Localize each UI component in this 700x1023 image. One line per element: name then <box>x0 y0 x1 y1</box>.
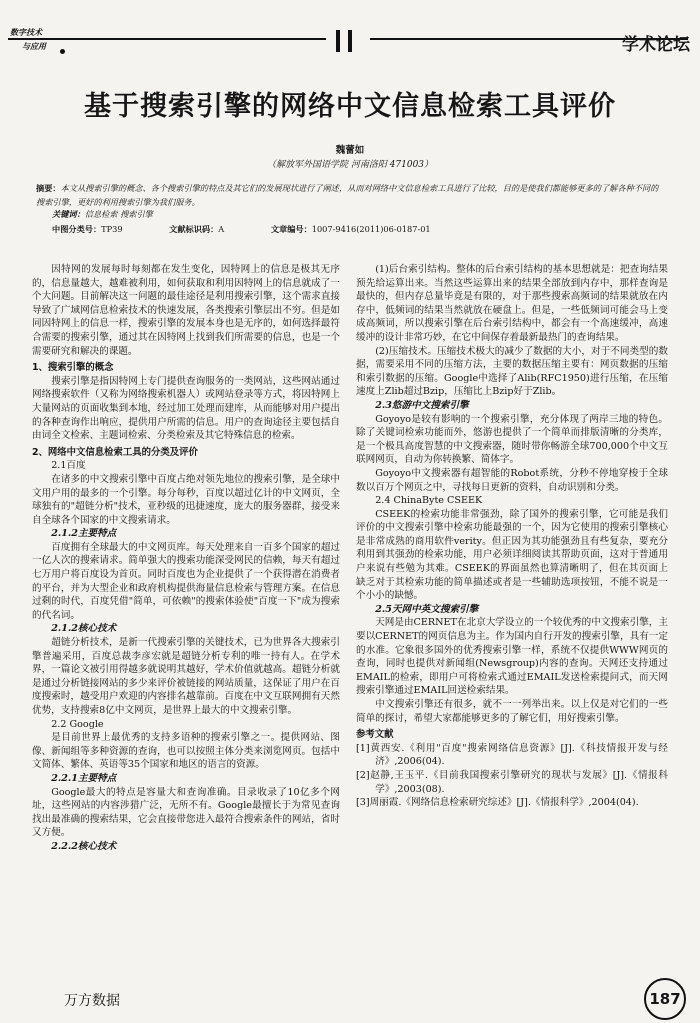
paragraph: Google最大的特点是容量大和查询准确。目录收录了10亿多个网址，这些网站的内容涉猎广泛，无所不有。Google最擅长于为常见查询找出最准确的搜索结果，它会直接带您进入最符合搜索条件的网站，省时又方便。 <box>32 786 340 839</box>
section-tag: 学术论坛 <box>622 35 690 55</box>
paragraph: (2)压缩技术。压缩技术极大的减少了数据的大小，对于不同类型的数据，需要采用不同的压缩方法，主要的数据压缩主要有：网页数据的压缩和索引数据的压缩。Google中选择了Alib(RFC1950)进行压缩，在压缩速度上Zlib超过Bzip，压缩比上Bzip好于Zlib。 <box>356 345 668 398</box>
article-number: 文章编号：1007-9416(2011)06-0187-01 <box>270 224 431 234</box>
right-column <box>356 263 668 810</box>
keywords <box>52 209 153 220</box>
paragraph: 超链分析技术，是新一代搜索引擎的关键技术，已为世界各大搜索引擎普遍采用，百度总裁李彦宏就是超链分析专利的唯一持有人。在学术界，一篇论文被引用得越多就说明其越好，学术价值就越高。超链分析就是通过分析链接网站的多少来评价被链接的网站质量，这保证了用户在百度搜索时，越受用户欢迎的内容排名越靠前。百度在中文互联网拥有天然优势，支持搜索8亿中文网页，是世界上最大的中文搜索引擎。 <box>32 637 340 716</box>
article-affiliation: （解放军外国语学院 河南洛阳 471003） <box>266 160 434 170</box>
subsection-heading: 2.1百度 <box>51 460 86 472</box>
doc-code: 文献标识码：A <box>169 224 225 234</box>
subsection-heading: 2.1.2主要特点 <box>51 528 117 540</box>
subsection-heading: 2.3悠游中文搜索引擎 <box>375 399 469 411</box>
subsection-heading: 2.2.2核心技术 <box>51 840 117 852</box>
section-heading: 1、搜索引擎的概念 <box>32 362 114 374</box>
journal-logo <box>10 27 72 57</box>
page-number: 187 <box>644 978 686 1020</box>
abstract <box>36 182 664 209</box>
paragraph: Goyoyo是较有影响的一个搜索引擎，充分体现了两岸三地的特色。除了关键词检索功能而外，悠游也提供了一个简单而排版清晰的分类库，是一个极具高度智慧的中文搜索器，随时带你畅游全球700,000个中文互联网网页，自动为你转换繁、简体字。 <box>356 413 668 466</box>
paragraph: 中文搜索引擎还有很多，就不一一列举出来。以上仅是对它们的一些简单的探讨，希望大家都能够更多的了解它们，用好搜索引擎。 <box>356 699 668 724</box>
paragraph: (1)后台索引结构。整体的后台索引结构的基本思想就是：把查询结果预先给运算出来。当然这些运算出来的结果全部放到内存中，那样查询是最快的，但内存总量毕竟是有限的，对于那些搜索高频词的结果就放在内存中，低频词的结果当然就放在硬盘上。但是，一些低频词可能会马上变成高频词，所以搜索引擎在后台索引结构中，都会有一个高速缓冲，高速缓冲的设计非常巧妙，在它中间保存着最新最热门的查询结果。 <box>356 264 668 343</box>
section-heading: 2、网络中文信息检索工具的分类及评价 <box>32 446 198 458</box>
keywords-text: 信息检索 搜索引擎 <box>84 209 153 219</box>
paragraph: 天网是由CERNET在北京大学设立的一个较优秀的中文搜索引擎，主要以CERNET的网页信息为主。作为国内自行开发的搜索引擎，具有一定的水准。它象很多国外的优秀搜索引擎一样，系统不仅提供WWW网页的查询，同时也提供对新闻组(Newsgroup)内容的查询。天网还支持通过EMAIL的检索，即用户可将检索式通过EMAIL发送检索提问式，而天网搜索引擎通过EMAIL回送检索结果。 <box>356 617 668 697</box>
paragraph: 百度拥有全球最大的中文网页库。每天处理来自一百多个国家的超过一亿人次的搜索请求。简单强大的搜索功能深受网民的信赖，每天有超过七万用户将百度设为首页。同时百度也为企业提供了一个获得潜在消费者的平台，并为大型企业和政府机构提供海量信息检索与管理方案。在信息过剩的时代，百度凭借"简单，可依赖"的搜索体验使"百度一下"成为搜索的代名词。 <box>32 541 340 621</box>
reference-item: [3]周丽霞.《网络信息检索研究综述》[J].《情报科学》,2004(04). <box>356 797 639 809</box>
subsection-heading: 2.5天网中英文搜索引擎 <box>375 603 479 615</box>
abstract-text: 本文从搜索引擎的概念、各个搜索引擎的特点及其它们的发展现状进行了阐述，从而对网络中文信息检索工具进行了比较，目的是使我们都能够更多的了解各种不同的搜索引擎，更好的利用搜索引擎为我们服务。 <box>36 183 659 207</box>
clc: 中图分类号：TP39 <box>52 224 123 234</box>
article-title: 基于搜索引擎的网络中文信息检索工具评价 <box>84 91 616 122</box>
paragraph: 在诸多的中文搜索引擎中百度占绝对领先地位的搜索引擎，是全球中文用户用的最多的一个引擎。每分每秒，百度以超过亿计的中文网页，全球独有的"超链分析"技术，亚秒级的迅捷速度，庞大的服务器群，接受来自全球各个国家的中文搜索请求。 <box>32 473 340 526</box>
subsection-heading: 2.2.1主要特点 <box>51 772 117 784</box>
left-column <box>32 263 340 854</box>
article-meta <box>52 224 652 235</box>
subsection-heading: 2.1.2核心技术 <box>51 623 117 635</box>
header-rule-left <box>8 38 326 40</box>
abstract-label: 摘要： <box>36 183 61 193</box>
paragraph: Goyoyo中文搜索器有超智能的Robot系统，分秒不停地穿梭于全球数以百万个网页之中，寻找每日更新的资料，自动识别和分类。 <box>356 467 668 493</box>
reference-item: [1]黄西安.《利用"百度"搜索网络信息资源》[J].《科技情报开发与经济》,2006(04). <box>356 742 668 768</box>
paragraph: 是目前世界上最优秀的支持多语种的搜索引擎之一。提供网站、图像、新闻组等多种资源的查询，也可以按照主体分类来浏览网页。包括中文简体、繁体、英语等35个国家和地区的语言的资源。 <box>32 732 340 771</box>
keywords-label: 关键词： <box>52 209 85 219</box>
subsection-heading: 2.2 Google <box>51 718 104 730</box>
journal-logo-line1: 数字技术 <box>10 27 42 37</box>
paragraph: 搜索引擎是指因特网上专门提供查询服务的一类网站，这些网站通过网络搜索软件（又称为网络搜索机器人）或网站登录等方式，将因特网上大量网站的页面收集到本地，经过加工处理而建库，从而能够对用户提出的各种查询作出响应，提供用户所需的信息。用户的查询途径主要包括自由词全文检索、主题词检索、分类检索及其它特殊信息的检索。 <box>32 375 340 442</box>
article-author: 魏蕾如 <box>335 145 365 156</box>
paragraph: 因特网的发展每时每刻都在发生变化，因特网上的信息是极其无序的，信息量越大，越难被利用，如何获取和利用因特网上的信息就成了一个大问题。目前解决这一问题的最佳途径是利用搜索引擎，这个需求直接导致了广域网信息检索技术的快速发展，各类搜索引擎层出不穷。但是如同因特网上的信息一样，搜索引擎的发展本身也是无序的，如何选择最符合需要的搜索引擎，通过其在因特网上找到我们所需要的信息，也是一个需要研究和解决的课题。 <box>32 264 340 357</box>
page-header <box>0 0 700 60</box>
journal-logo-line2: 与应用 <box>22 41 46 51</box>
logo-dot-icon <box>60 49 65 54</box>
paragraph: CSEEK的检索功能非常强劲，除了国外的搜索引擎，它可能是我们评价的中文搜索引擎中检索功能最强的一个，因为它使用的搜索引擎核心是非常成熟的商用软件verity。但正因为其功能强劲且有些复杂，要充分利用到其强劲的检索功能，用户必须详细阅读其帮助页面，这对于普通用户来说有些勉为其难。CSEEK的界面虽然也算清晰明了，但在其页面上缺乏对于其检索功能的简单描述或者是一些辅助选项按钮，不能不说是一个小小的缺憾。 <box>356 508 668 602</box>
source-watermark: 万方数据 <box>64 993 120 1009</box>
subsection-heading: 2.4 ChinaByte CSEEK <box>375 495 483 507</box>
references-heading: 参考文献 <box>356 729 394 741</box>
header-bars-icon <box>334 30 364 52</box>
reference-item: [2]赵静,王玉平.《目前我国搜索引擎研究的现状与发展》[J].《情报科学》,2003(08). <box>356 769 668 795</box>
